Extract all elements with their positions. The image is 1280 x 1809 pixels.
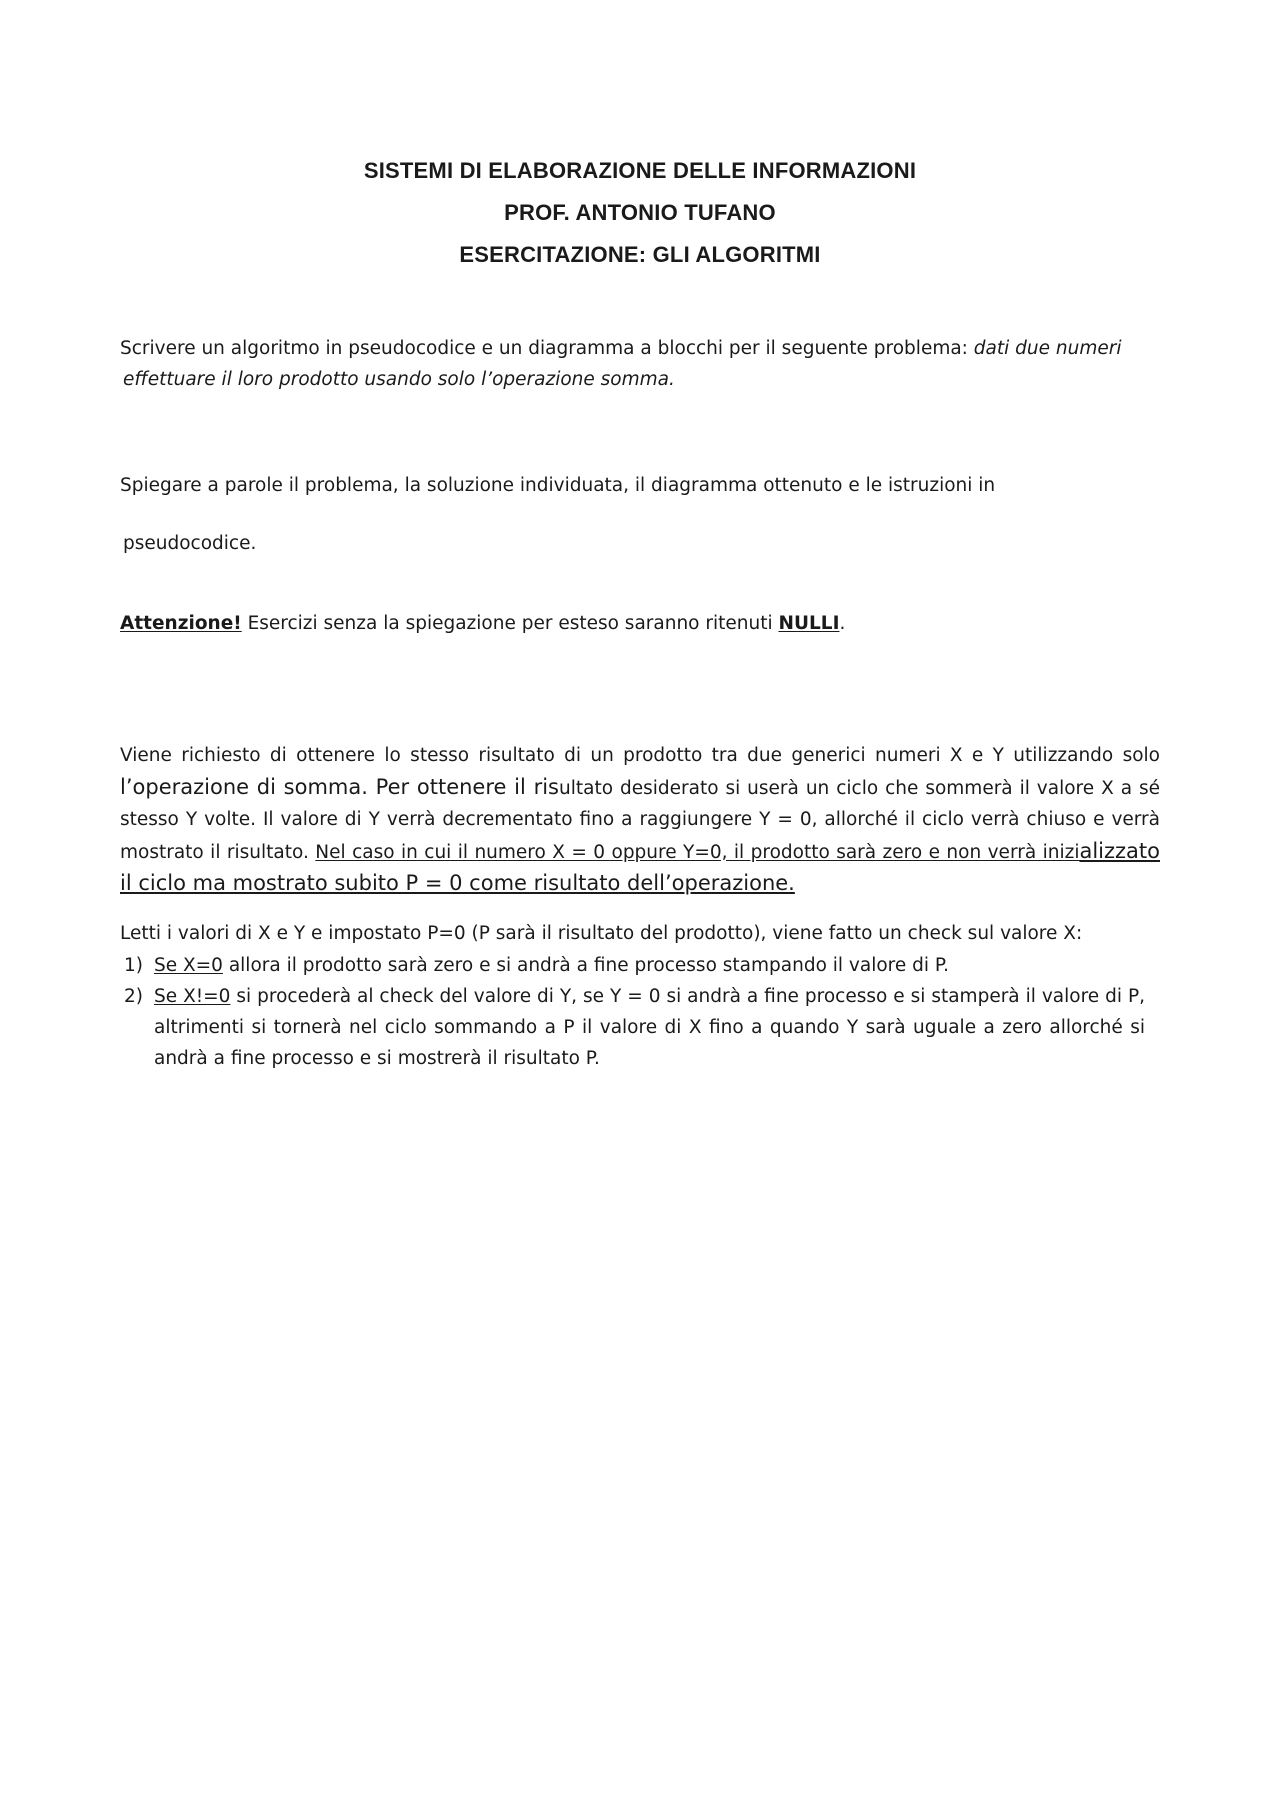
list-item: [120, 950, 1145, 981]
steps-list: [120, 950, 1145, 1074]
task-italic-part1: dati due numeri: [973, 338, 1122, 359]
task-paragraph: [120, 333, 1160, 395]
solution-underlined-3: alizzato il ciclo ma mostrato subito P = 0 come risultato dell’operazione.: [120, 838, 1161, 895]
solution-sentence-2: l’operazione di somma. Per ottenere il ris: [120, 774, 559, 799]
step-number: 2): [124, 986, 143, 1007]
explain-line-1: Spiegare a parole il problema, la soluzione individuata, il diagramma ottenuto e le istruzioni in: [120, 475, 996, 496]
steps-intro: Letti i valori di X e Y e impostato P=0 (P sarà il risultato del prodotto), viene fatto un check sul valore X:: [120, 923, 1083, 944]
exercise-title: ESERCITAZIONE: GLI ALGORITMI: [459, 242, 821, 267]
professor-name: PROF. ANTONIO TUFANO: [504, 200, 776, 225]
step-text: si procederà al check del valore di Y, se Y = 0 si andrà a fine processo e si stamperà il valore di P, altrimenti si tornerà nel ciclo sommando a P il valore di X fino a quando Y sarà uguale a zero allorché si andrà a fine processo e si mostrerà il risultato P.: [154, 986, 1145, 1069]
warning-end: .: [839, 613, 846, 634]
warning-text: Esercizi senza la spiegazione per esteso saranno ritenuti: [241, 613, 779, 634]
list-item: [120, 981, 1145, 1074]
solution-paragraph: [120, 740, 1160, 901]
warning-emphasis: NULLI: [778, 613, 840, 634]
solution-underlined-1: Nel caso in cui il numero X = 0 oppure Y=0, il prodotto sarà zero e non verrà ini: [315, 841, 1065, 863]
step-text: allora il prodotto sarà zero e si andrà a fine processo stampando il valore di P.: [222, 955, 950, 976]
step-condition: Se X!=0: [154, 986, 231, 1007]
warning-paragraph: [120, 608, 1160, 639]
task-italic-part2: effettuare il loro prodotto usando solo l’operazione somma.: [123, 369, 675, 390]
step-number: 1): [124, 955, 143, 976]
step-condition: Se X=0: [154, 955, 223, 976]
document-header: [0, 150, 1280, 276]
explain-line-2: pseudocodice.: [123, 533, 257, 554]
task-intro: Scrivere un algoritmo in pseudocodice e un diagramma a blocchi per il seguente problema:: [120, 338, 974, 359]
solution-underlined-2: zi: [1064, 841, 1080, 863]
solution-sentence-3: ultato desiderato si userà un ciclo che sommerà il valore X a sé stesso Y volte. Il valore di Y verrà decrementato fino a raggiungere Y = 0, allorché il ciclo verrà chiuso e verrà mostrato il risultato.: [120, 777, 1160, 863]
warning-label: Attenzione!: [120, 613, 242, 634]
solution-sentence-1: Viene richiesto di ottenere lo stesso risultato di un prodotto tra due generici numeri X e Y utilizzando solo: [120, 745, 1160, 766]
course-title: SISTEMI DI ELABORAZIONE DELLE INFORMAZIONI: [363, 158, 917, 183]
